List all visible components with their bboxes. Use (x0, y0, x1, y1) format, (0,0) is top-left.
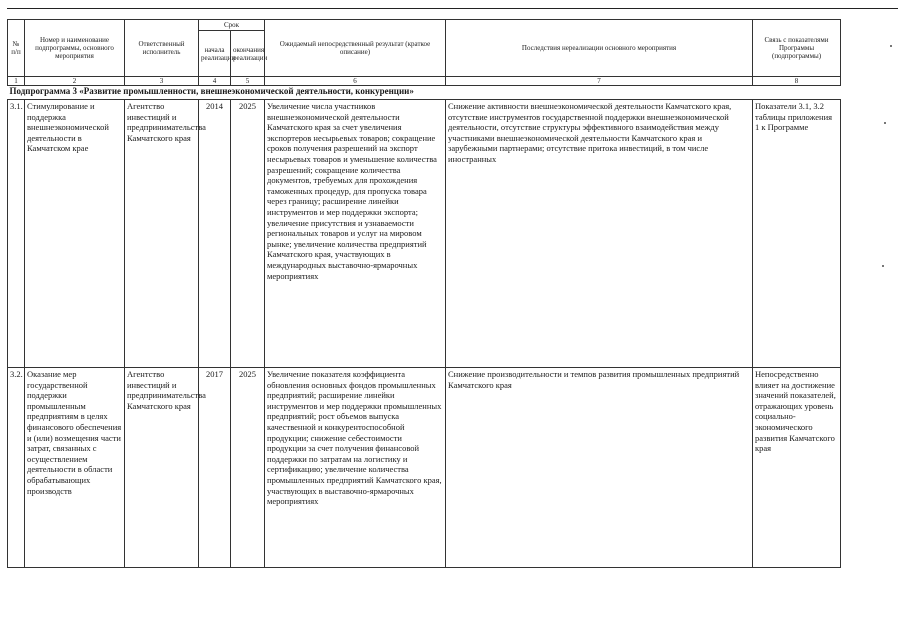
section-title: Подпрограмма 3 «Развитие промышленности, внешнеэкономической деятельности, конкуренции» (8, 86, 841, 100)
header-term: Срок (199, 20, 265, 31)
row-executor: Агентство инвестиций и предпринимательства Камчатского края (125, 368, 199, 568)
row-num: 3.2. (8, 368, 25, 568)
column-number: 4 (199, 77, 231, 86)
column-number: 1 (8, 77, 25, 86)
row-start: 2014 (199, 100, 231, 368)
column-number: 8 (753, 77, 841, 86)
row-start: 2017 (199, 368, 231, 568)
header-name: Номер и наименование подпрограммы, основного мероприятия (25, 20, 125, 77)
row-name: Стимулирование и поддержка внешнеэкономической деятельности в Камчатском крае (25, 100, 125, 368)
row-end: 2025 (231, 100, 265, 368)
table-row (8, 368, 841, 568)
header-start: начала реализации (199, 31, 231, 77)
column-number-row (8, 77, 841, 86)
row-consequences: Снижение активности внешнеэкономической деятельности Камчатского края, отсутствие инструментов государственной поддержки внешнеэкономической деятельности, отсутствие структуры эффективного взаимодействия между участниками внешнеэкономической деятельности Камчатского края и зарубежными партнерами; отсутствие притока инвестиций, в том числе иностранных (446, 100, 753, 368)
header-link: Связь с показателями Программы (подпрограммы) (753, 20, 841, 77)
scan-speck (882, 265, 884, 267)
header-num: № п/п (8, 20, 25, 77)
row-link: Показатели 3.1, 3.2 таблицы приложения 1 к Программе (753, 100, 841, 368)
row-link: Непосредственно влияет на достижение значений показателей, отражающих уровень социально-экономического развития Камчатского края (753, 368, 841, 568)
row-end: 2025 (231, 368, 265, 568)
table-row (8, 100, 841, 368)
header-row-1 (8, 20, 841, 31)
column-number: 7 (446, 77, 753, 86)
column-number: 6 (265, 77, 446, 86)
column-number: 5 (231, 77, 265, 86)
header-consequences: Последствия нереализации основного мероприятия (446, 20, 753, 77)
row-result: Увеличение показателя коэффициента обновления основных фондов промышленных предприятий; расширение линейки инструментов и мер поддержки промышленных предприятий; рост объемов выпуска качественной и конкурентоспособной продукции; снижение себестоимости продукции за счет получения финансовой поддержки по затратам на логистику и сертификацию; увеличение количества промышленных предприятий Камчатского края, участвующих в выставочно-ярмарочных мероприятиях (265, 368, 446, 568)
page-top-rule (7, 8, 898, 9)
column-number: 2 (25, 77, 125, 86)
activities-table (7, 19, 841, 568)
scan-speck (890, 45, 892, 47)
row-name: Оказание мер государственной поддержки промышленным предприятиям в целях финансового обеспечения и (или) возмещения части затрат, связанных с осуществлением деятельности в области обрабатывающих производств (25, 368, 125, 568)
header-result: Ожидаемый непосредственный результат (краткое описание) (265, 20, 446, 77)
row-result: Увеличение числа участников внешнеэкономической деятельности Камчатского края за счет увеличения экспортеров несырьевых товаров; сокращение сроков получения разрешений на экспорт несырьевых товаров и уменьшение количества разрешений; сокращение количества документов, требуемых для прохождения таможенных процедур, для пропуска товара через границу; расширение линейки инструментов и мер поддержки экспорта; увеличение присутствия и узнаваемости региональных товаров и услуг на мировом рынке; увеличение количества предприятий Камчатского края, участвующих в международных выставочно-ярмарочных мероприятиях (265, 100, 446, 368)
header-executor: Ответственный исполнитель (125, 20, 199, 77)
row-consequences: Снижение производительности и темпов развития промышленных предприятий Камчатского края (446, 368, 753, 568)
row-executor: Агентство инвестиций и предпринимательства Камчатского края (125, 100, 199, 368)
scan-speck (884, 122, 886, 124)
row-num: 3.1. (8, 100, 25, 368)
header-end: окончания реализации (231, 31, 265, 77)
section-row (8, 86, 841, 100)
column-number: 3 (125, 77, 199, 86)
